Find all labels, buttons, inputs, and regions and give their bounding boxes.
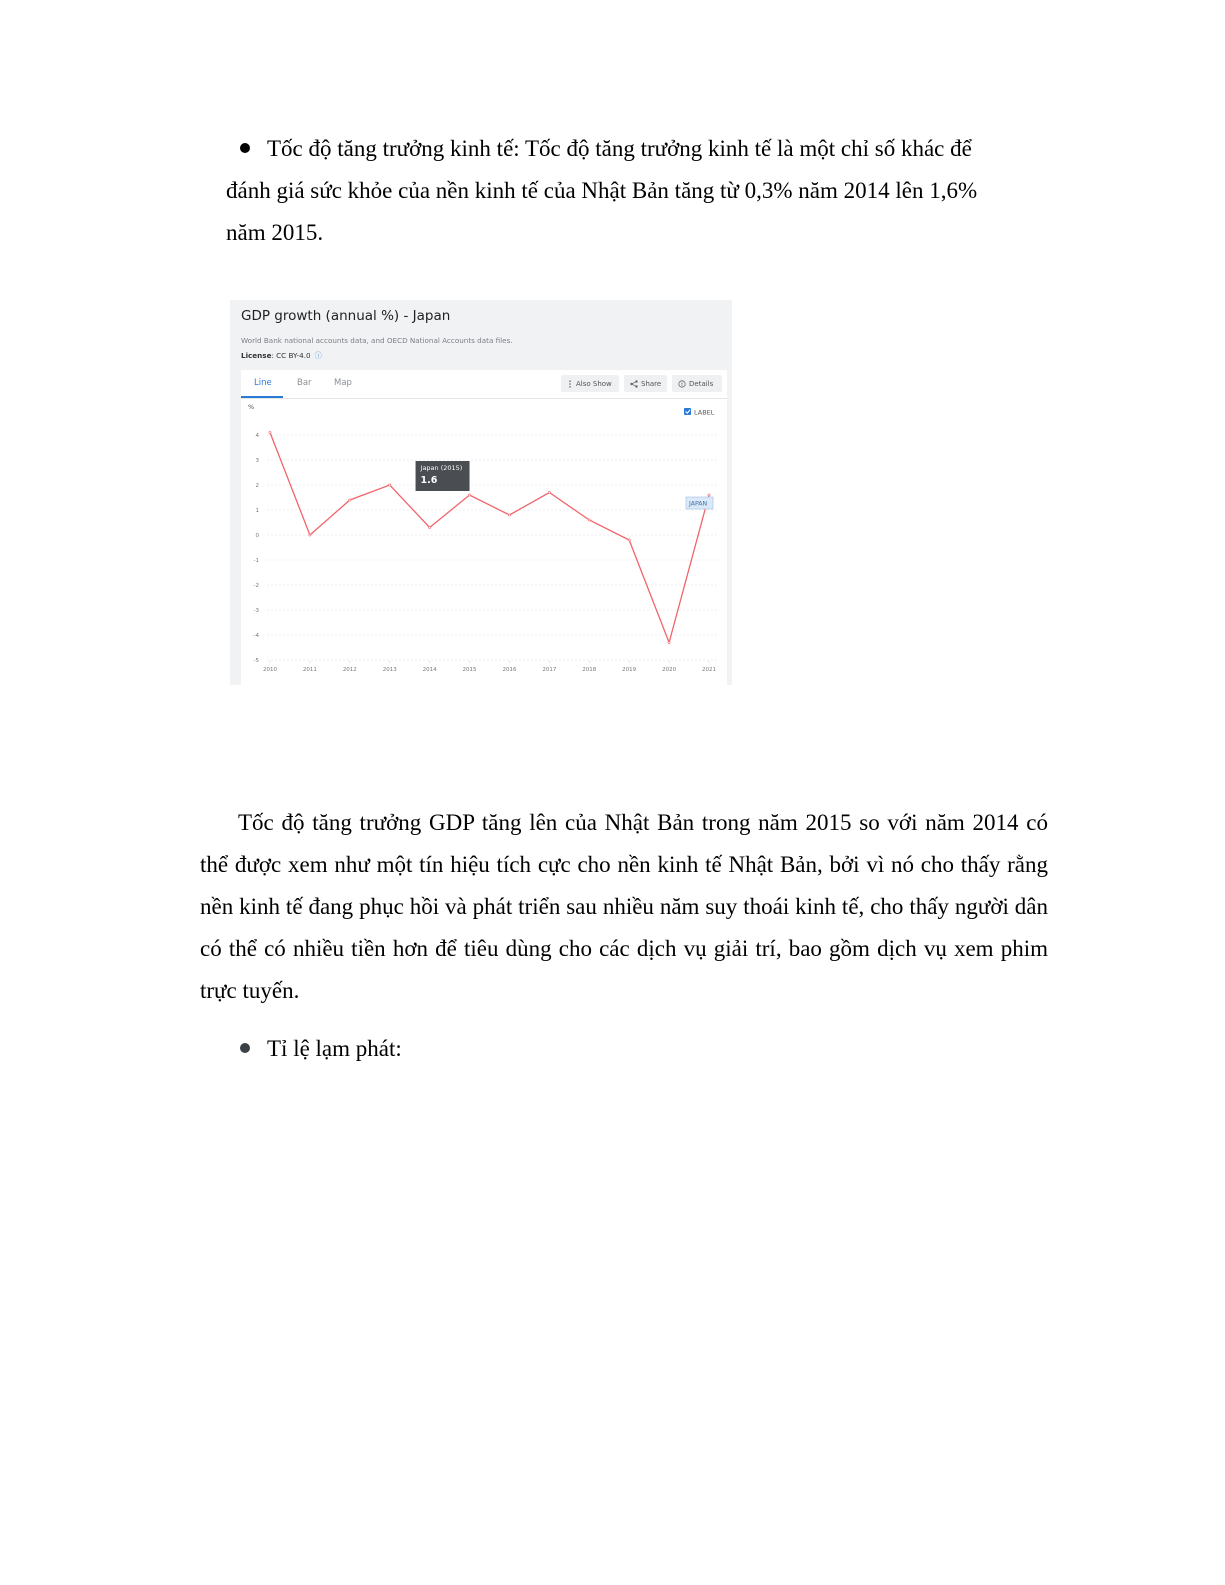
series-tag-label: JAPAN [689, 500, 708, 508]
tab-bar[interactable]: Bar [297, 378, 312, 388]
x-tick-label: 2016 [502, 667, 517, 673]
bullet-item-inflation [240, 1028, 402, 1070]
license-label: License [241, 351, 272, 360]
details-label: Details [689, 379, 714, 388]
bullet-icon [240, 1043, 250, 1053]
chart-source-note: World Bank national accounts data, and OECD National Accounts data files. [241, 336, 513, 345]
x-tick-label: 2012 [342, 667, 357, 673]
also-show-label: Also Show [576, 379, 612, 388]
x-tick-label: 2013 [382, 667, 397, 673]
share-button[interactable] [624, 375, 667, 392]
paragraph-growth-analysis [200, 802, 1048, 1012]
license-line [241, 351, 322, 361]
tooltip [416, 461, 470, 491]
details-icon [678, 380, 686, 388]
data-point[interactable] [548, 491, 550, 493]
x-tick-label: 2020 [662, 667, 677, 673]
y-tick-label: -5 [253, 658, 259, 664]
tab-line[interactable]: Line [254, 378, 272, 388]
label-toggle[interactable] [684, 408, 715, 417]
data-point[interactable] [389, 484, 391, 486]
x-tick-label: 2019 [622, 667, 637, 673]
x-tick-label: 2014 [422, 667, 437, 673]
data-point[interactable] [668, 641, 670, 643]
license-value: : CC BY-4.0 [271, 351, 311, 360]
y-tick-label: 3 [255, 458, 259, 464]
data-point[interactable] [588, 519, 590, 521]
gdp-line-chart [241, 400, 727, 685]
x-tick-label: 2011 [302, 667, 317, 673]
y-tick-label: -1 [253, 558, 259, 564]
bullet-icon [240, 143, 250, 153]
details-button[interactable] [672, 375, 722, 392]
data-point[interactable] [628, 539, 630, 541]
series-tag [686, 497, 713, 509]
y-tick-label: 2 [255, 483, 259, 489]
data-point[interactable] [508, 514, 510, 516]
y-tick-label: -2 [253, 583, 259, 589]
paragraph-growth-intro [226, 128, 1046, 254]
info-icon[interactable]: ⓘ [314, 351, 322, 360]
p2-text: Tốc độ tăng trưởng GDP tăng lên của Nhật Bản trong năm 2015 so với năm 2014 có thể được xem như một tín hiệu tích cực cho nền kinh tế Nhật Bản, bởi vì nó cho thấy rằng nền kinh tế đang phục hồi và phát triển sau nhiều năm suy thoái kinh tế, cho thấy người dân có thể có nhiều tiền hơn để tiêu dùng cho các dịch vụ giải trí, bao gồm dịch vụ xem phim trực tuyến. [200, 810, 1048, 1003]
bullet-item-growth [226, 128, 1046, 170]
label-checkbox[interactable] [684, 408, 691, 415]
x-tick-label: 2018 [582, 667, 597, 673]
label-toggle-text: LABEL [694, 408, 715, 417]
share-label: Share [641, 379, 662, 388]
p1-line-3: năm 2015. [226, 220, 324, 245]
chart-card-title: GDP growth (annual %) - Japan [241, 308, 451, 324]
data-point[interactable] [429, 526, 431, 528]
y-tick-label: -4 [253, 633, 259, 639]
tab-map[interactable]: Map [334, 378, 352, 388]
p1-line-2: đánh giá sức khỏe của nền kinh tế của Nhật Bản tăng từ 0,3% năm 2014 lên 1,6% [226, 178, 978, 203]
p3-text: Tỉ lệ lạm phát: [267, 1036, 402, 1061]
x-tick-label: 2021 [702, 667, 716, 673]
y-tick-label: 4 [255, 433, 259, 439]
tooltip-title: Japan (2015) [420, 464, 463, 472]
x-tick-label: 2017 [542, 667, 557, 673]
data-point[interactable] [708, 494, 710, 496]
y-axis-unit: % [248, 403, 255, 411]
data-point[interactable] [349, 499, 351, 501]
chart-tabs [241, 370, 727, 399]
data-point[interactable] [309, 534, 311, 536]
tooltip-value: 1.6 [420, 475, 438, 486]
y-tick-label: -3 [253, 608, 259, 614]
also-show-button[interactable] [561, 375, 619, 392]
series-line-japan [270, 433, 709, 643]
chart-panel [241, 370, 727, 685]
y-tick-label: 0 [255, 533, 259, 539]
active-tab-underline [241, 396, 283, 398]
y-tick-label: 1 [255, 508, 259, 514]
p1-line-1: Tốc độ tăng trưởng kinh tế: Tốc độ tăng trưởng kinh tế là một chỉ số khác để [267, 136, 972, 161]
dots-icon [567, 380, 573, 388]
share-icon [630, 380, 638, 388]
x-tick-label: 2015 [462, 667, 477, 673]
data-point[interactable] [269, 431, 271, 433]
data-point[interactable] [468, 494, 470, 496]
gdp-chart-card [230, 300, 732, 685]
x-tick-label: 2010 [263, 667, 277, 673]
